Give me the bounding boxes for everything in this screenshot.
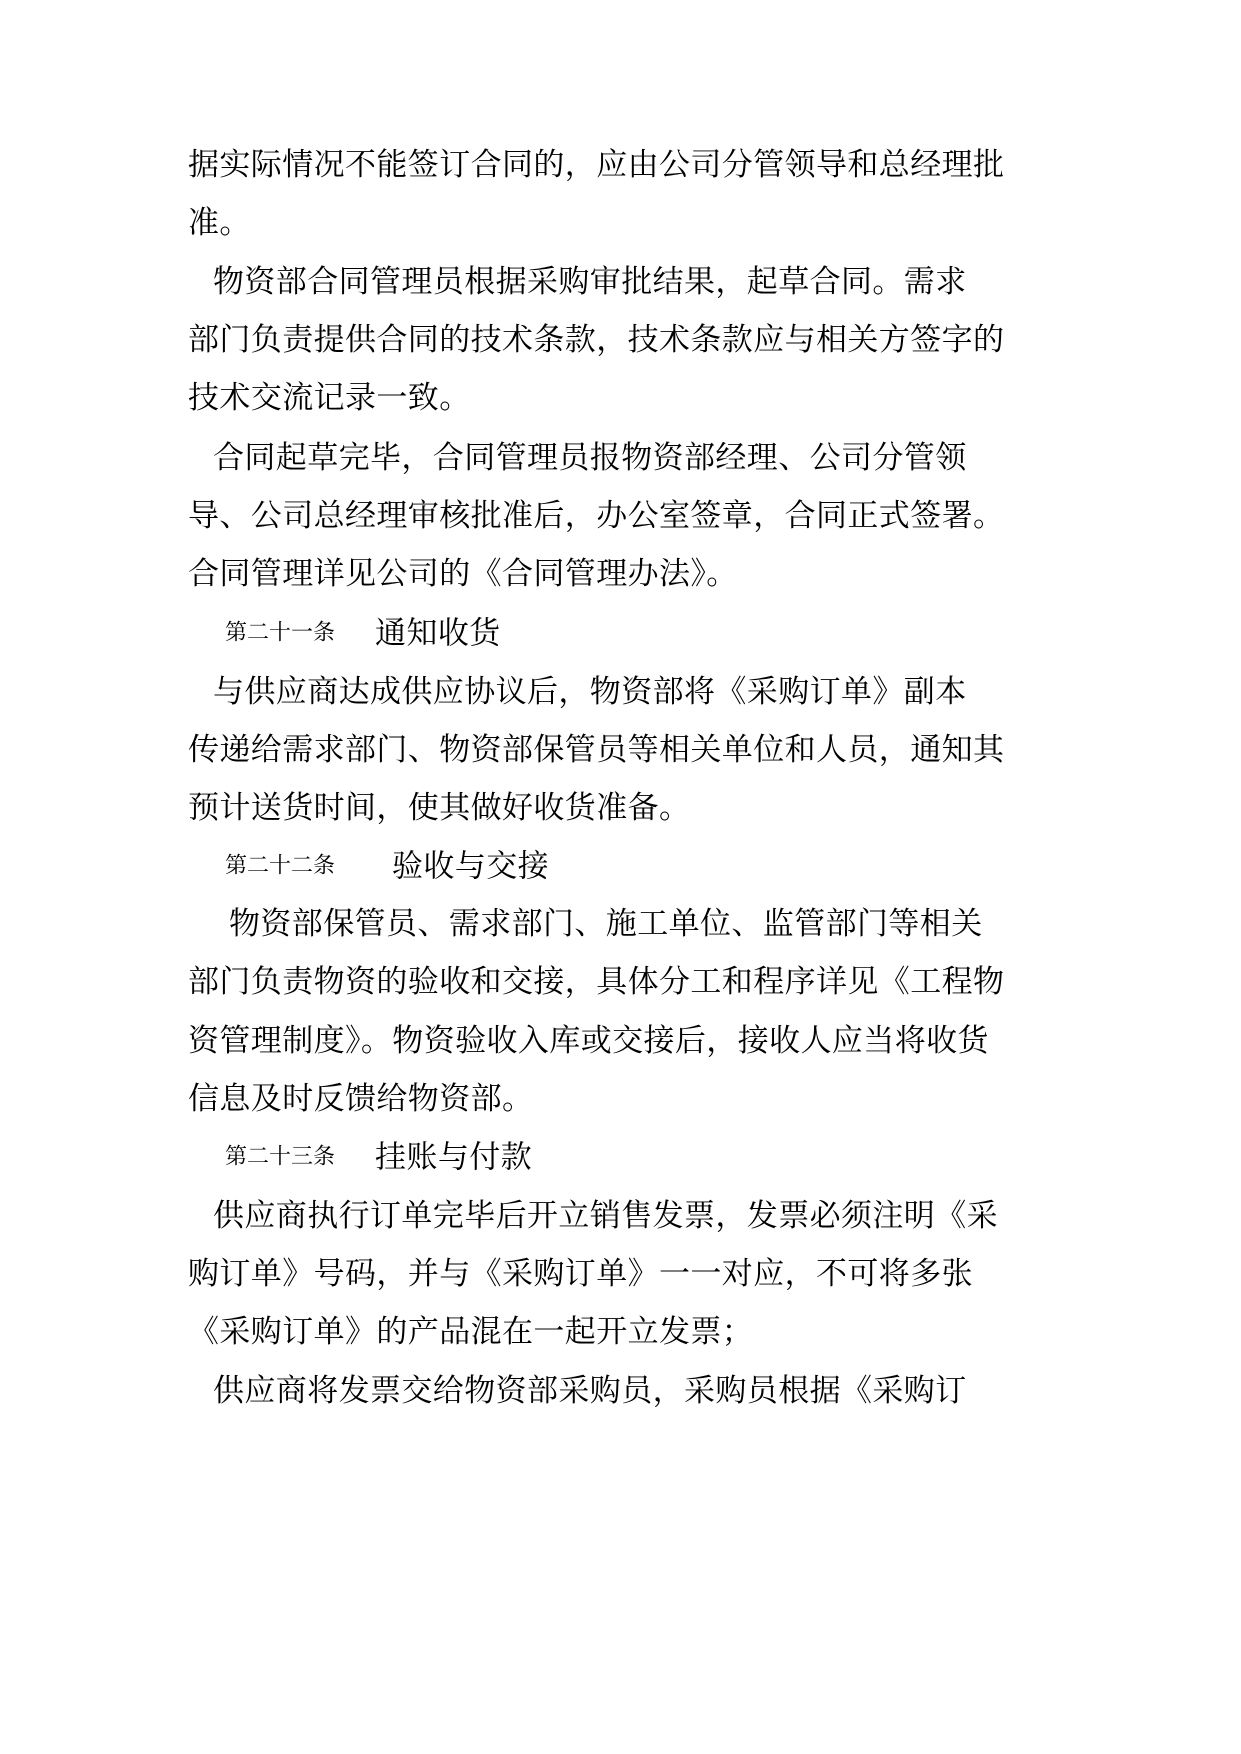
paragraph-line: 供应商执行订单完毕后开立销售发票，发票必须注明《采 bbox=[213, 1198, 998, 1234]
paragraph-line: 购订单》号码，并与《采购订单》一一对应，不可将多张 bbox=[188, 1256, 973, 1292]
paragraph-line: 部门负责提供合同的技术条款，技术条款应与相关方签字的 bbox=[188, 322, 1005, 358]
article-number: 第二十二条 bbox=[225, 853, 336, 879]
article-title: 通知收货 bbox=[375, 615, 501, 652]
article-number: 第二十三条 bbox=[225, 1144, 336, 1170]
article-heading-23 bbox=[225, 1137, 532, 1178]
paragraph-line: 据实际情况不能签订合同的，应由公司分管领导和总经理批 bbox=[188, 147, 1005, 183]
paragraph-line: 准。 bbox=[188, 205, 251, 241]
article-title: 挂账与付款 bbox=[375, 1139, 533, 1176]
paragraph-line: 与供应商达成供应协议后，物资部将《采购订单》副本 bbox=[213, 674, 967, 710]
paragraph-line: 合同起草完毕，合同管理员报物资部经理、公司分管领 bbox=[213, 440, 967, 476]
paragraph-line: 信息及时反馈给物资部。 bbox=[188, 1081, 534, 1117]
paragraph-line: 合同管理详见公司的《合同管理办法》。 bbox=[188, 556, 738, 592]
paragraph-line: 预计送货时间，使其做好收货准备。 bbox=[188, 790, 691, 826]
paragraph-line: 《采购订单》的产品混在一起开立发票； bbox=[188, 1314, 754, 1350]
paragraph-line: 物资部保管员、需求部门、施工单位、监管部门等相关 bbox=[229, 906, 983, 942]
paragraph-line: 供应商将发票交给物资部采购员，采购员根据《采购订 bbox=[213, 1373, 967, 1409]
paragraph-line: 物资部合同管理员根据采购审批结果，起草合同。需求 bbox=[213, 264, 967, 300]
article-title: 验收与交接 bbox=[392, 848, 550, 885]
paragraph-line: 技术交流记录一致。 bbox=[188, 380, 471, 416]
article-heading-21 bbox=[225, 613, 501, 654]
paragraph-line: 导、公司总经理审核批准后，办公室签章，合同正式签署。 bbox=[188, 498, 1005, 534]
paragraph-line: 传递给需求部门、物资部保管员等相关单位和人员，通知其 bbox=[188, 732, 1005, 768]
article-heading-22 bbox=[225, 846, 549, 887]
paragraph-line: 资管理制度》。物资验收入库或交接后，接收人应当将收货 bbox=[188, 1023, 989, 1059]
article-number: 第二十一条 bbox=[225, 620, 336, 646]
paragraph-line: 部门负责物资的验收和交接，具体分工和程序详见《工程物 bbox=[188, 964, 1005, 1000]
